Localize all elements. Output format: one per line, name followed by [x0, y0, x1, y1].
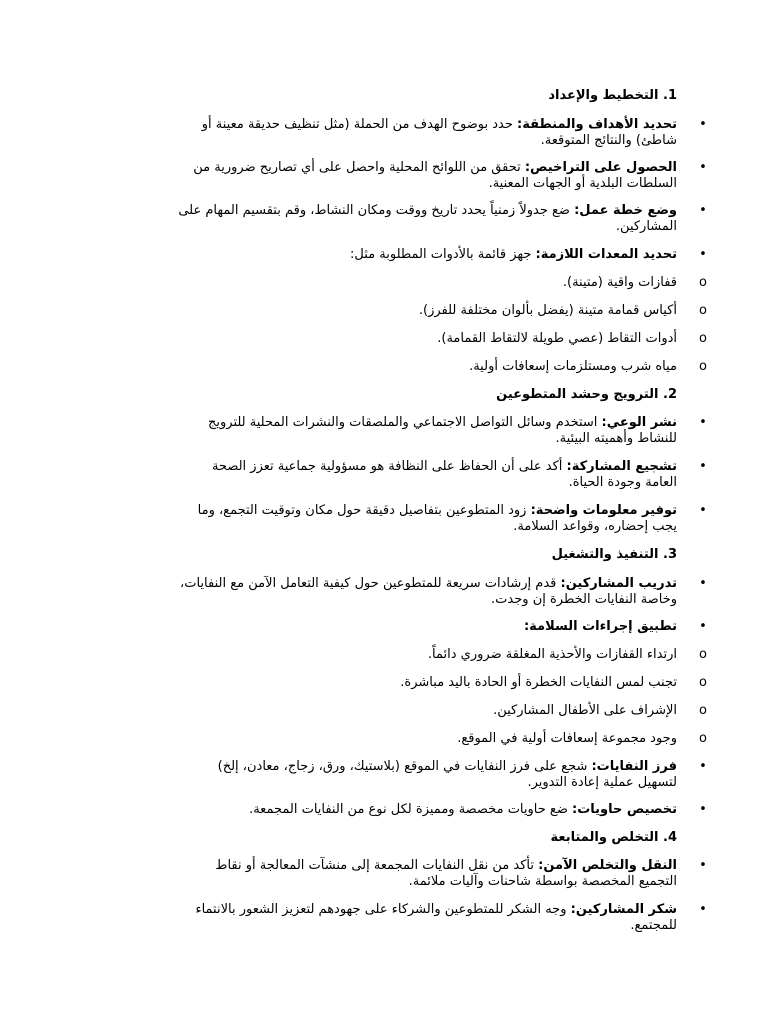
- list-item: [193, 160, 677, 176]
- item-continuation: للمجتمع.: [630, 918, 677, 933]
- item-term: النقل والتخلص الآمن:: [538, 858, 677, 873]
- item-text: استخدم وسائل التواصل الاجتماعي والملصقات والنشرات المحلية للترويج: [208, 415, 602, 430]
- sub-list-item: تجنب لمس النفايات الخطرة أو الحادة باليد مباشرة.: [400, 675, 677, 690]
- item-continuation: وخاصة النفايات الخطرة إن وجدت.: [491, 592, 677, 607]
- item-continuation: يجب إحضاره، وقواعد السلامة.: [513, 519, 677, 534]
- sub-list-item: وجود مجموعة إسعافات أولية في الموقع.: [457, 731, 677, 746]
- item-term: الحصول على التراخيص:: [524, 160, 677, 175]
- section-heading-4: 4. التخلص والمتابعة: [550, 830, 677, 845]
- item-term: تطبيق إجراءات السلامة:: [523, 619, 677, 634]
- item-text: تحقق من اللوائح المحلية واحصل على أي تصاريح ضرورية من: [193, 160, 525, 175]
- item-text: ضع حاويات مخصصة ومميزة لكل نوع من النفايات المجمعة.: [249, 802, 573, 817]
- item-continuation: التجميع المخصصة بواسطة شاحنات وآليات ملائمة.: [408, 874, 677, 889]
- sub-list-item: مياه شرب ومستلزمات إسعافات أولية.: [469, 359, 677, 374]
- list-item: [180, 576, 677, 592]
- list-item: [524, 619, 677, 635]
- bullet-marker: •: [699, 247, 707, 262]
- section-heading-3: 3. التنفيذ والتشغيل: [551, 547, 677, 562]
- item-text: قدم إرشادات سريعة للمتطوعين حول كيفية التعامل الآمن مع النفايات،: [180, 576, 561, 591]
- sub-bullet-marker: o: [699, 303, 707, 318]
- item-continuation: شاطئ) والنتائج المتوقعة.: [540, 133, 677, 148]
- sub-bullet-marker: o: [699, 331, 707, 346]
- list-item: [195, 902, 677, 918]
- list-item: [198, 503, 677, 519]
- list-item: [212, 459, 677, 475]
- bullet-marker: •: [699, 802, 707, 817]
- item-term: تشجيع المشاركة:: [566, 459, 677, 474]
- list-item: [249, 802, 677, 818]
- item-term: نشر الوعي:: [601, 415, 677, 430]
- item-text: زود المتطوعين بتفاصيل دقيقة حول مكان وتوقيت التجمع، وما: [197, 503, 531, 518]
- bullet-marker: •: [699, 117, 707, 132]
- item-text: جهز قائمة بالأدوات المطلوبة مثل:: [350, 247, 536, 262]
- bullet-marker: •: [699, 759, 707, 774]
- sub-list-item: أكياس قمامة متينة (يفضل بألوان مختلفة للفرز).: [418, 303, 677, 318]
- sub-bullet-marker: o: [699, 647, 707, 662]
- list-item: [350, 247, 677, 263]
- sub-bullet-marker: o: [699, 359, 707, 374]
- list-item: [178, 203, 677, 219]
- item-continuation: المشاركين.: [615, 219, 677, 234]
- item-continuation: السلطات البلدية أو الجهات المعنية.: [488, 176, 677, 191]
- item-term: تخصيص حاويات:: [572, 802, 677, 817]
- bullet-marker: •: [699, 459, 707, 474]
- sub-bullet-marker: o: [699, 675, 707, 690]
- item-text: تأكد من نقل النفايات المجمعة إلى منشآت المعالجة أو نقاط: [215, 858, 539, 873]
- item-text: وجه الشكر للمتطوعين والشركاء على جهودهم لتعزيز الشعور بالانتماء: [195, 902, 571, 917]
- sub-list-item: ارتداء القفازات والأحذية المغلقة ضروري دائماً.: [427, 647, 677, 662]
- bullet-marker: •: [699, 160, 707, 175]
- section-heading-1: 1. التخطيط والإعداد: [548, 88, 677, 103]
- item-term: وضع خطة عمل:: [574, 203, 677, 218]
- item-term: تحديد المعدات اللازمة:: [535, 247, 677, 262]
- sub-list-item: قفازات واقية (متينة).: [562, 275, 677, 290]
- bullet-marker: •: [699, 503, 707, 518]
- bullet-marker: •: [699, 576, 707, 591]
- item-term: فرز النفايات:: [591, 759, 677, 774]
- sub-bullet-marker: o: [699, 703, 707, 718]
- bullet-marker: •: [699, 203, 707, 218]
- item-text: شجع على فرز النفايات في الموقع (بلاستيك، ورق، زجاج، معادن، إلخ): [217, 759, 592, 774]
- bullet-marker: •: [699, 902, 707, 917]
- sub-bullet-marker: o: [699, 731, 707, 746]
- item-continuation: العامة وجودة الحياة.: [568, 475, 677, 490]
- item-term: توفير معلومات واضحة:: [530, 503, 677, 518]
- sub-list-item: أدوات التقاط (عصي طويلة لالتقاط القمامة).: [437, 331, 677, 346]
- bullet-marker: •: [699, 415, 707, 430]
- bullet-marker: •: [699, 858, 707, 873]
- item-term: شكر المشاركين:: [570, 902, 677, 917]
- list-item: [218, 759, 677, 775]
- bullet-marker: •: [699, 619, 707, 634]
- item-term: تحديد الأهداف والمنطقة:: [517, 117, 677, 132]
- list-item: [208, 415, 677, 431]
- item-text: أكد على أن الحفاظ على النظافة هو مسؤولية جماعية تعزز الصحة: [211, 459, 567, 474]
- item-continuation: لتسهيل عملية إعادة التدوير.: [527, 775, 677, 790]
- section-heading-2: 2. الترويج وحشد المتطوعين: [496, 387, 677, 402]
- sub-bullet-marker: o: [699, 275, 707, 290]
- item-text: حدد بوضوح الهدف من الحملة (مثل تنظيف حديقة معينة أو: [201, 117, 518, 132]
- list-item: [215, 858, 677, 874]
- item-text: ضع جدولاً زمنياً يحدد تاريخ ووقت ومكان النشاط، وقم بتقسيم المهام على: [178, 203, 575, 218]
- sub-list-item: الإشراف على الأطفال المشاركين.: [493, 703, 677, 718]
- list-item: [202, 117, 677, 133]
- item-continuation: للنشاط وأهميته البيئية.: [555, 431, 677, 446]
- item-term: تدريب المشاركين:: [560, 576, 677, 591]
